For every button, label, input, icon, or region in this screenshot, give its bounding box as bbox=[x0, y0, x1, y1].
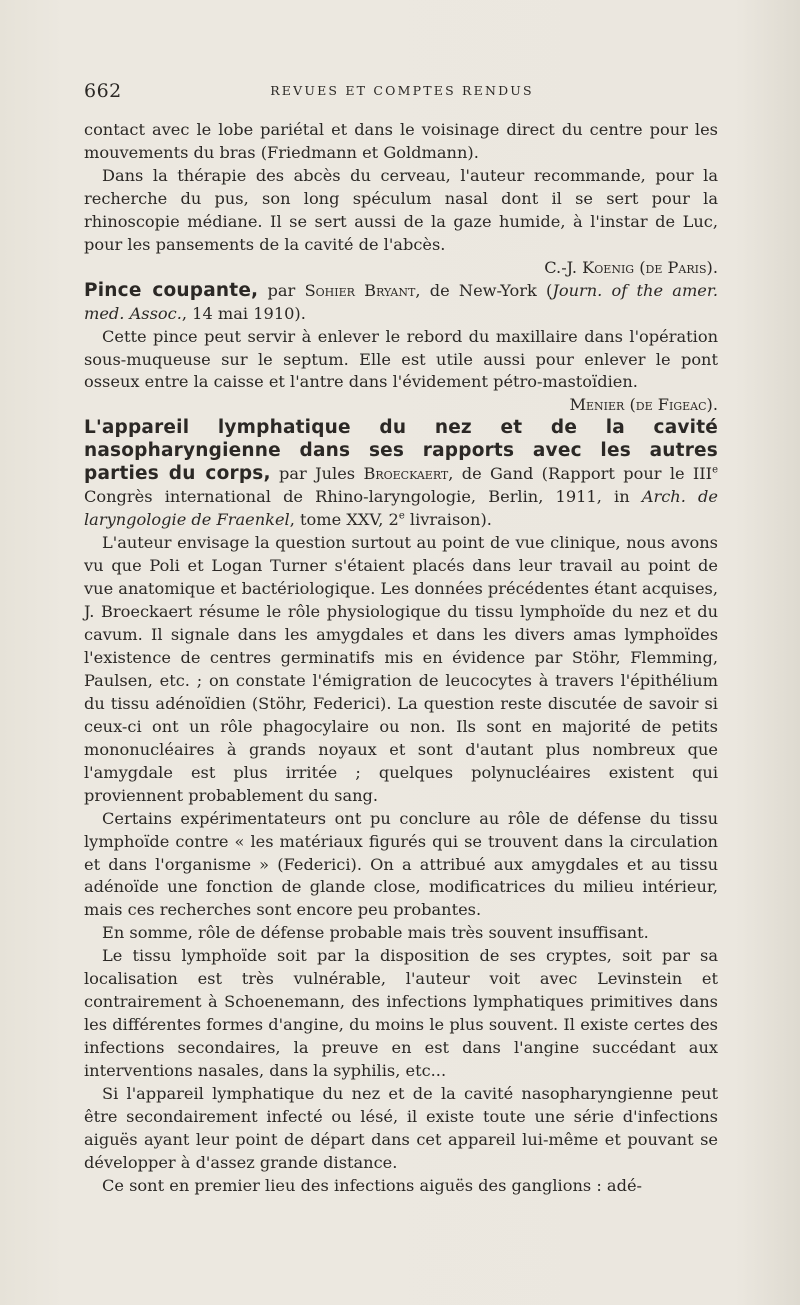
by-word: par Jules bbox=[279, 464, 356, 484]
lymph-paragraph-4: Le tissu lymphoïde soit par la disposition de ses cryptes, soit par sa localisation est très vulnérable, l'auteur voit avec Levinstein et contrairement à Schoenemann, des infections lymphatiques primitives dans les différentes formes d'angine, du moins le plus souvent. Il existe certes des infections secondaires, la preuve en est dans l'angine succédant aux interventions nasales, dans la syphilis, etc... bbox=[84, 946, 718, 1081]
article-body bbox=[84, 119, 718, 1198]
lymph-paragraph-3: En somme, rôle de défense probable mais très souvent insuffisant. bbox=[102, 923, 649, 943]
running-head-title: REVUES ET COMPTES RENDUS bbox=[270, 83, 534, 98]
author-origin: , de New-York ( bbox=[415, 280, 553, 300]
page-number: 662 bbox=[84, 80, 122, 102]
by-word: par bbox=[267, 280, 296, 300]
author-origin: , de Gand (Rapport pour le III bbox=[448, 464, 713, 484]
journal-date: , 14 mai 1910). bbox=[181, 303, 306, 323]
running-head bbox=[84, 80, 720, 104]
lymph-paragraph-5: Si l'appareil lymphatique du nez et de la cavité nasopharyngienne peut être secondairement infecté ou lésé, il existe toute une série d'infections aiguës ayant leur point de départ dans cet appareil lui-même et pouvant se développer à d'assez grande distance. bbox=[84, 1084, 718, 1172]
superscript: e bbox=[398, 510, 405, 522]
lymph-paragraph-2: Certains expérimentateurs ont pu conclure au rôle de défense du tissu lymphoïde contre « les matériaux figurés qui se trouvent dans la circulation et dans l'organisme » (Federici). On a attribué aux amygdales et au tissu adénoïde une fonction de glande close, modificatrices du milieu intérieur, mais ces recherches sont encore peu probantes. bbox=[84, 808, 718, 920]
entry-title-pince: Pince coupante, bbox=[84, 279, 259, 301]
continued-paragraph: contact avec le lobe pariétal et dans le voisinage direct du centre pour les mouvements du bras (Friedmann et Goldmann). bbox=[84, 120, 718, 162]
entry-title-lymph: L'appareil lymphatique du nez et de la cavité nasopharyngienne dans ses rapports avec les autres parties du corps, bbox=[84, 417, 718, 485]
author-name: Sohier Bryant bbox=[304, 280, 416, 300]
volume-info: , tome XXV, 2 bbox=[289, 510, 399, 530]
signature-text: C.-J. Koenig (de Paris). bbox=[544, 257, 718, 277]
lymph-paragraph-6: Ce sont en premier lieu des infections aiguës des ganglions : adé- bbox=[102, 1175, 642, 1195]
journal-name: Journ. of the amer. med. Assoc. bbox=[84, 280, 718, 323]
review-heading-pince bbox=[84, 280, 718, 326]
journal-name: Arch. de laryngologie de Fraenkel bbox=[84, 487, 718, 530]
review-heading-lymph bbox=[84, 417, 718, 532]
abscess-therapy-paragraph: Dans la thérapie des abcès du cerveau, l'auteur recommande, pour la recherche du pus, son long spéculum nasal dont il se sert pour la rhinoscopie médiane. Il se sert aussi de la gaze humide, à l'instar de Luc, pour les pansements de la cavité de l'abcès. bbox=[84, 165, 718, 254]
reviewer-signature-menier bbox=[84, 394, 718, 417]
pince-review-body: Cette pince peut servir à enlever le rebord du maxillaire dans l'opération sous-muqueuse sur le septum. Elle est utile aussi pour enlever le pont osseux entre la caisse et l'antre dans l'évidement pétro-mastoïdien. bbox=[84, 326, 718, 392]
reviewer-signature-koenig bbox=[84, 257, 718, 280]
superscript: e bbox=[712, 464, 718, 476]
issue-info: livraison). bbox=[404, 510, 492, 530]
congress-info: Congrès international de Rhino-laryngologie, Berlin, 1911, in bbox=[84, 487, 642, 507]
lymph-paragraph-1: L'auteur envisage la question surtout au point de vue clinique, nous avons vu que Poli et Logan Turner s'étaient placés dans leur travail au point de vue anatomique et bactériologique. Les données précédentes étant acquises, J. Broeckaert résume le rôle physiologique du tissu lymphoïde du nez et du cavum. Il signale dans les amygdales et dans les divers amas lymphoïdes l'existence de centres germinatifs mis en évidence par Stöhr, Flemming, Paulsen, etc. ; on constate l'émigration de leucocytes à travers l'épithélium du tissu adénoïdien (Stöhr, Federici). La question reste discutée de savoir si ceux-ci ont un rôle phagocylaire ou non. Ils sont en majorité de petits mononucléaires à grands noyaux et sont d'autant plus nombreux que l'amygdale est plus irritée ; quelques polynucléaires existent qui proviennent probablement du sang. bbox=[84, 533, 718, 805]
signature-text: Menier (de Figeac). bbox=[569, 395, 718, 415]
author-name: Broeckaert bbox=[363, 464, 449, 484]
